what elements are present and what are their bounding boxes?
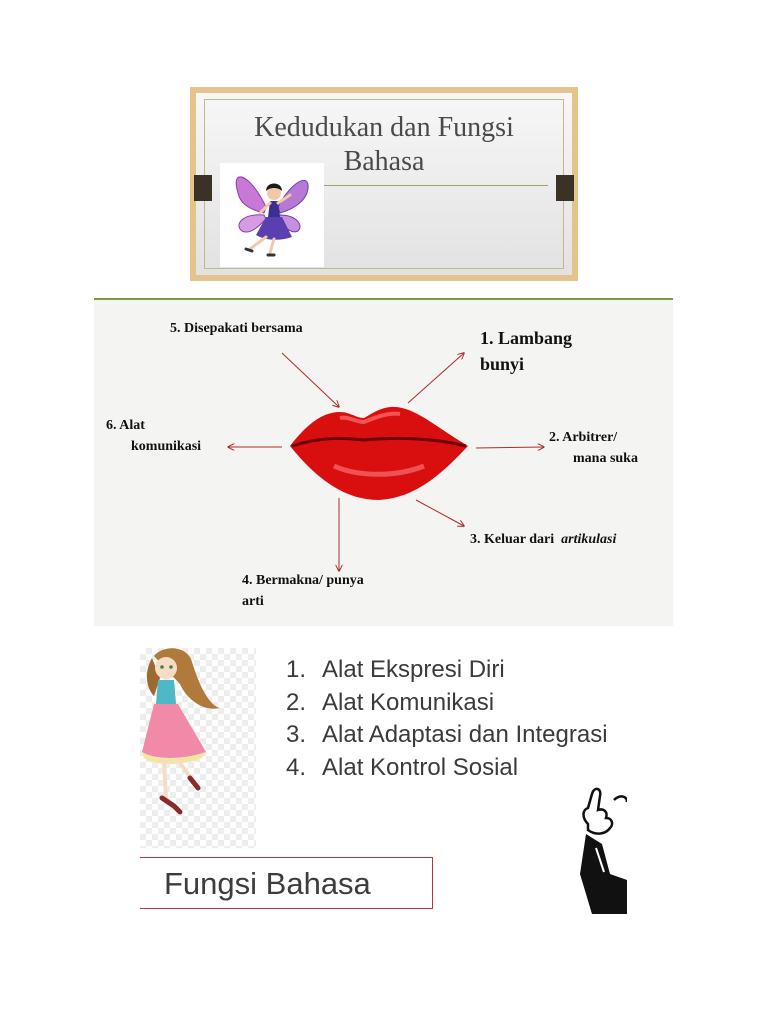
label-1-line2: bunyi [480, 354, 525, 374]
label-2-line2: mana suka [573, 451, 638, 466]
arrow-from-label-5 [282, 353, 339, 407]
slide1-title-line2: Bahasa [343, 146, 425, 177]
fungsi-item-1: 1. Alat Ekspresi Diri [286, 656, 505, 683]
label-3-prefix: 3. Keluar dari [470, 532, 555, 547]
slide-ciri-bahasa [94, 298, 673, 626]
title-box [140, 857, 433, 909]
slide-fungsi-bahasa [140, 648, 627, 914]
arrow-to-label-2 [476, 447, 544, 448]
label-6-line2: komunikasi [131, 439, 202, 454]
label-2-arbitrer [549, 427, 638, 469]
lips-image [290, 407, 468, 500]
label-4-line1: 4. Bermakna/ punya [242, 573, 364, 588]
label-2-line1: 2. Arbitrer/ [549, 430, 618, 445]
fungsi-item-4: 4. Alat Kontrol Sosial [286, 753, 519, 781]
label-4-line2: arti [242, 594, 264, 609]
slide1-title-line1: Kedudukan dan Fungsi [254, 112, 514, 143]
slide1-right-tab [556, 175, 574, 201]
fungsi-item-3: 3. Alat Adaptasi dan Integrasi [286, 721, 608, 748]
label-1-line1: 1. Lambang [480, 328, 573, 348]
label-6-line1: 6. Alat [106, 418, 145, 433]
pointing-figure-illustration [566, 784, 627, 914]
slide3-title: Fungsi Bahasa [164, 866, 371, 901]
slide1-divider [304, 185, 548, 186]
arrow-to-label-1 [408, 353, 464, 403]
fungsi-list [286, 654, 608, 784]
slide1-background [196, 93, 572, 275]
label-4-bermakna [242, 570, 364, 612]
fungsi-item-2: 2. Alat Komunikasi [286, 688, 495, 716]
label-3-keluar-artikulasi [470, 529, 616, 550]
slide-kedudukan-fungsi [190, 87, 578, 281]
fairy-illustration [220, 163, 324, 267]
arrow-to-label-3 [416, 500, 464, 526]
label-3-italic: artikulasi [561, 532, 617, 547]
girl-illustration [140, 648, 256, 848]
slide1-left-tab [194, 175, 212, 201]
label-5-disepakati: 5. Disepakati bersama [170, 321, 303, 336]
label-6-alat-komunikasi [106, 415, 201, 457]
label-1-lambang-bunyi [480, 325, 572, 377]
